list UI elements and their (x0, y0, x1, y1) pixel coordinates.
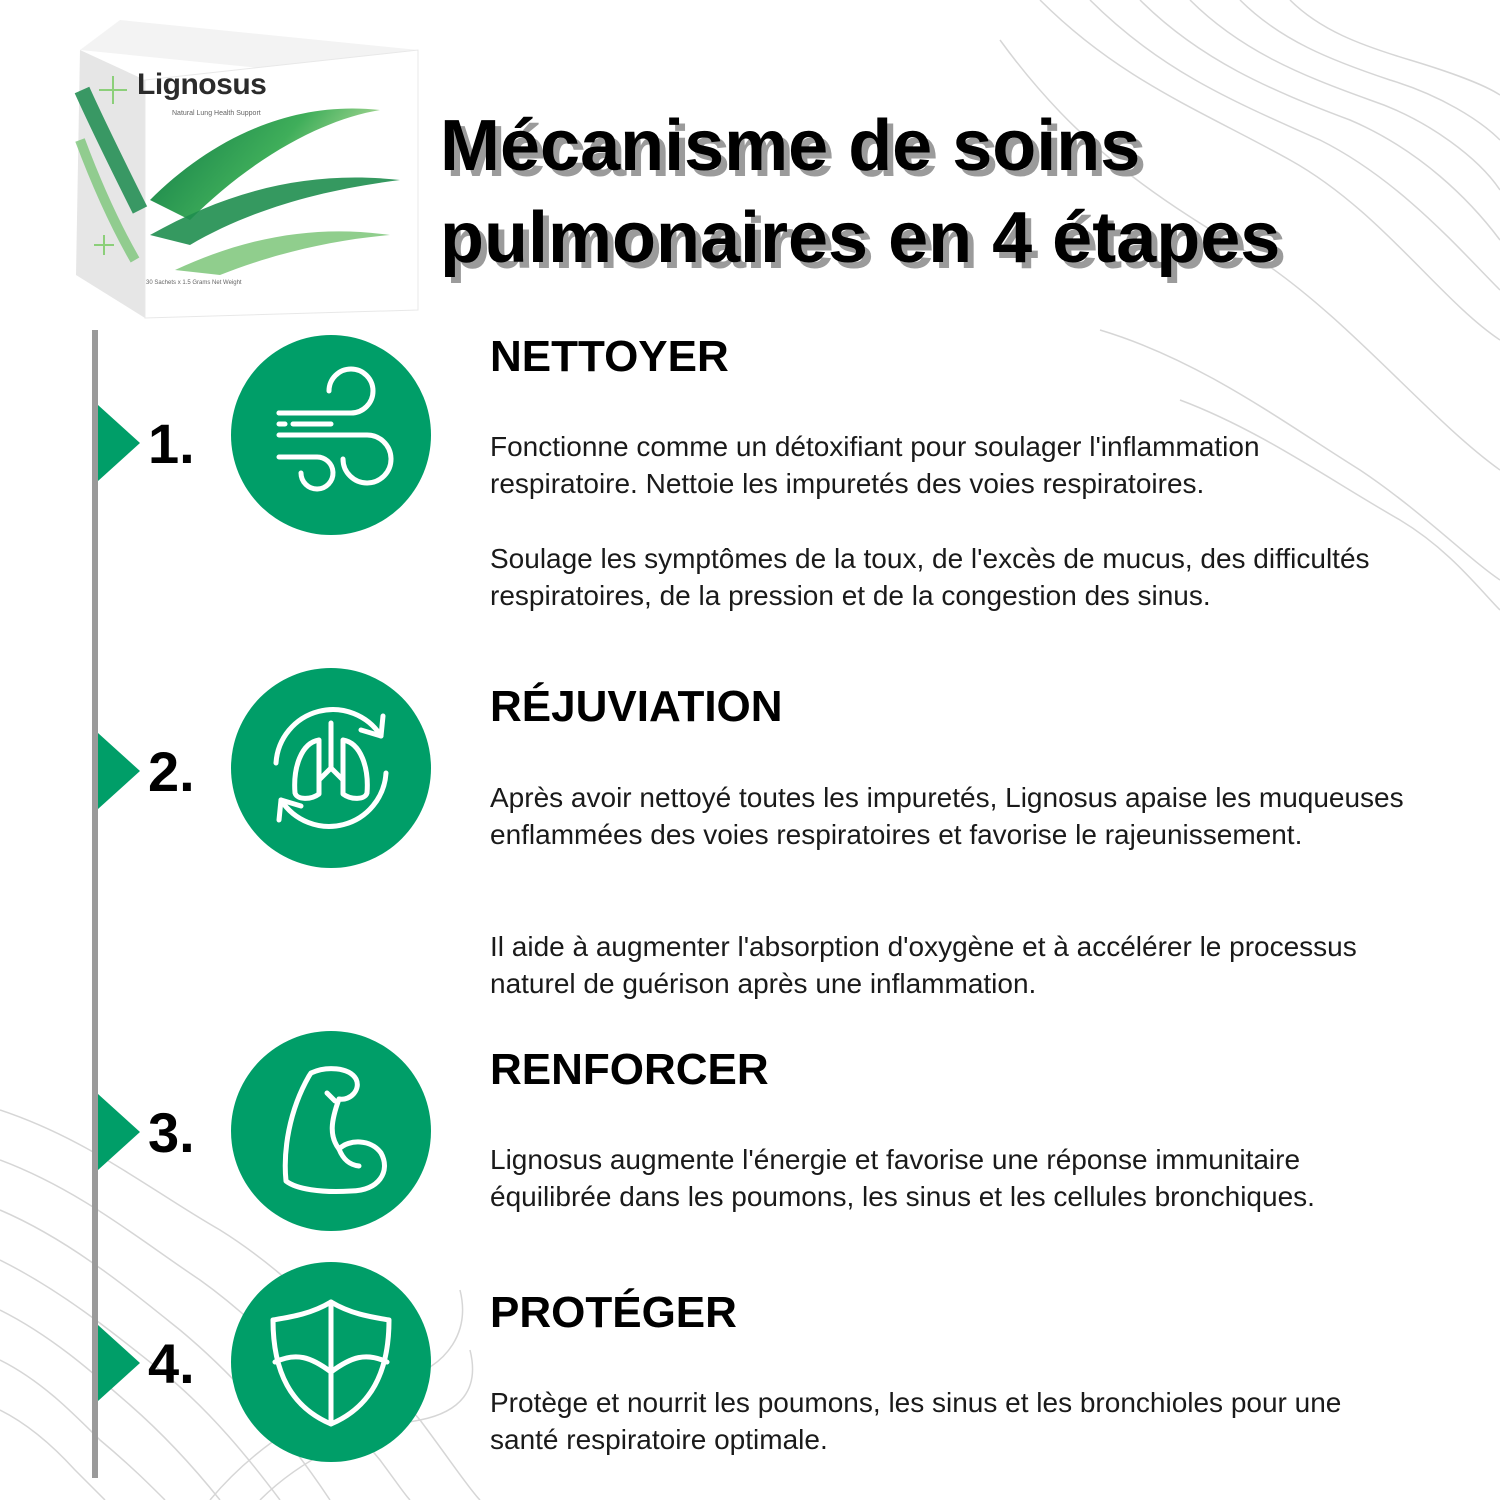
step-3-heading: RENFORCER (490, 1045, 769, 1094)
brand-logo: Lignosus (137, 68, 267, 101)
step-4-icon-circle (231, 1262, 431, 1462)
wind-icon (231, 335, 431, 535)
step-4-number: 4. (148, 1332, 195, 1395)
step-4-arrow-marker (98, 1325, 140, 1401)
flexed-arm-icon (231, 1031, 431, 1231)
step-3-arrow-marker (98, 1094, 140, 1170)
step-2-number: 2. (148, 740, 195, 803)
shield-icon (231, 1262, 431, 1462)
step-2-paragraph-2: Il aide à augmenter l'absorption d'oxygène et à accélérer le processus naturel de guérison après une inflammation. (490, 931, 1357, 999)
step-2-paragraph-1: Après avoir nettoyé toutes les impuretés, Lignosus apaise les muqueuses enflammées des voies respiratoires et favorise le rajeunissement. (490, 782, 1404, 850)
step-1-number: 1. (148, 412, 195, 475)
step-1-paragraph-1: Fonctionne comme un détoxifiant pour soulager l'inflammation respiratoire. Nettoie les impuretés des voies respiratoires. (490, 431, 1260, 499)
step-3-icon-circle (231, 1031, 431, 1231)
step-1-arrow-marker (98, 405, 140, 481)
pack-info: 30 Sachets x 1.5 Grams Net Weight (146, 280, 242, 286)
step-3-number: 3. (148, 1101, 195, 1164)
brand-tagline: Natural Lung Health Support (172, 110, 261, 117)
step-3-paragraph-1: Lignosus augmente l'énergie et favorise une réponse immunitaire équilibrée dans les poumons, les sinus et les cellules bronchiques. (490, 1144, 1315, 1212)
title-line-2: pulmonaires en 4 étapes (440, 198, 1281, 278)
lungs-cycle-icon (231, 668, 431, 868)
step-1-paragraph-2: Soulage les symptômes de la toux, de l'excès de mucus, des difficultés respiratoires, de la pression et de la congestion des sinus. (490, 543, 1370, 611)
step-4-paragraph-1: Protège et nourrit les poumons, les sinus et les bronchioles pour une santé respiratoire optimale. (490, 1387, 1342, 1455)
title-line-1: Mécanisme de soins (440, 106, 1141, 186)
step-2-icon-circle (231, 668, 431, 868)
step-1-heading: NETTOYER (490, 332, 729, 381)
step-1-icon-circle (231, 335, 431, 535)
step-4-heading: PROTÉGER (490, 1288, 737, 1337)
step-2-heading: RÉJUVIATION (490, 682, 783, 731)
timeline-line (92, 330, 98, 1478)
step-2-arrow-marker (98, 733, 140, 809)
product-box-image (0, 20, 440, 320)
page-title (440, 100, 1490, 284)
